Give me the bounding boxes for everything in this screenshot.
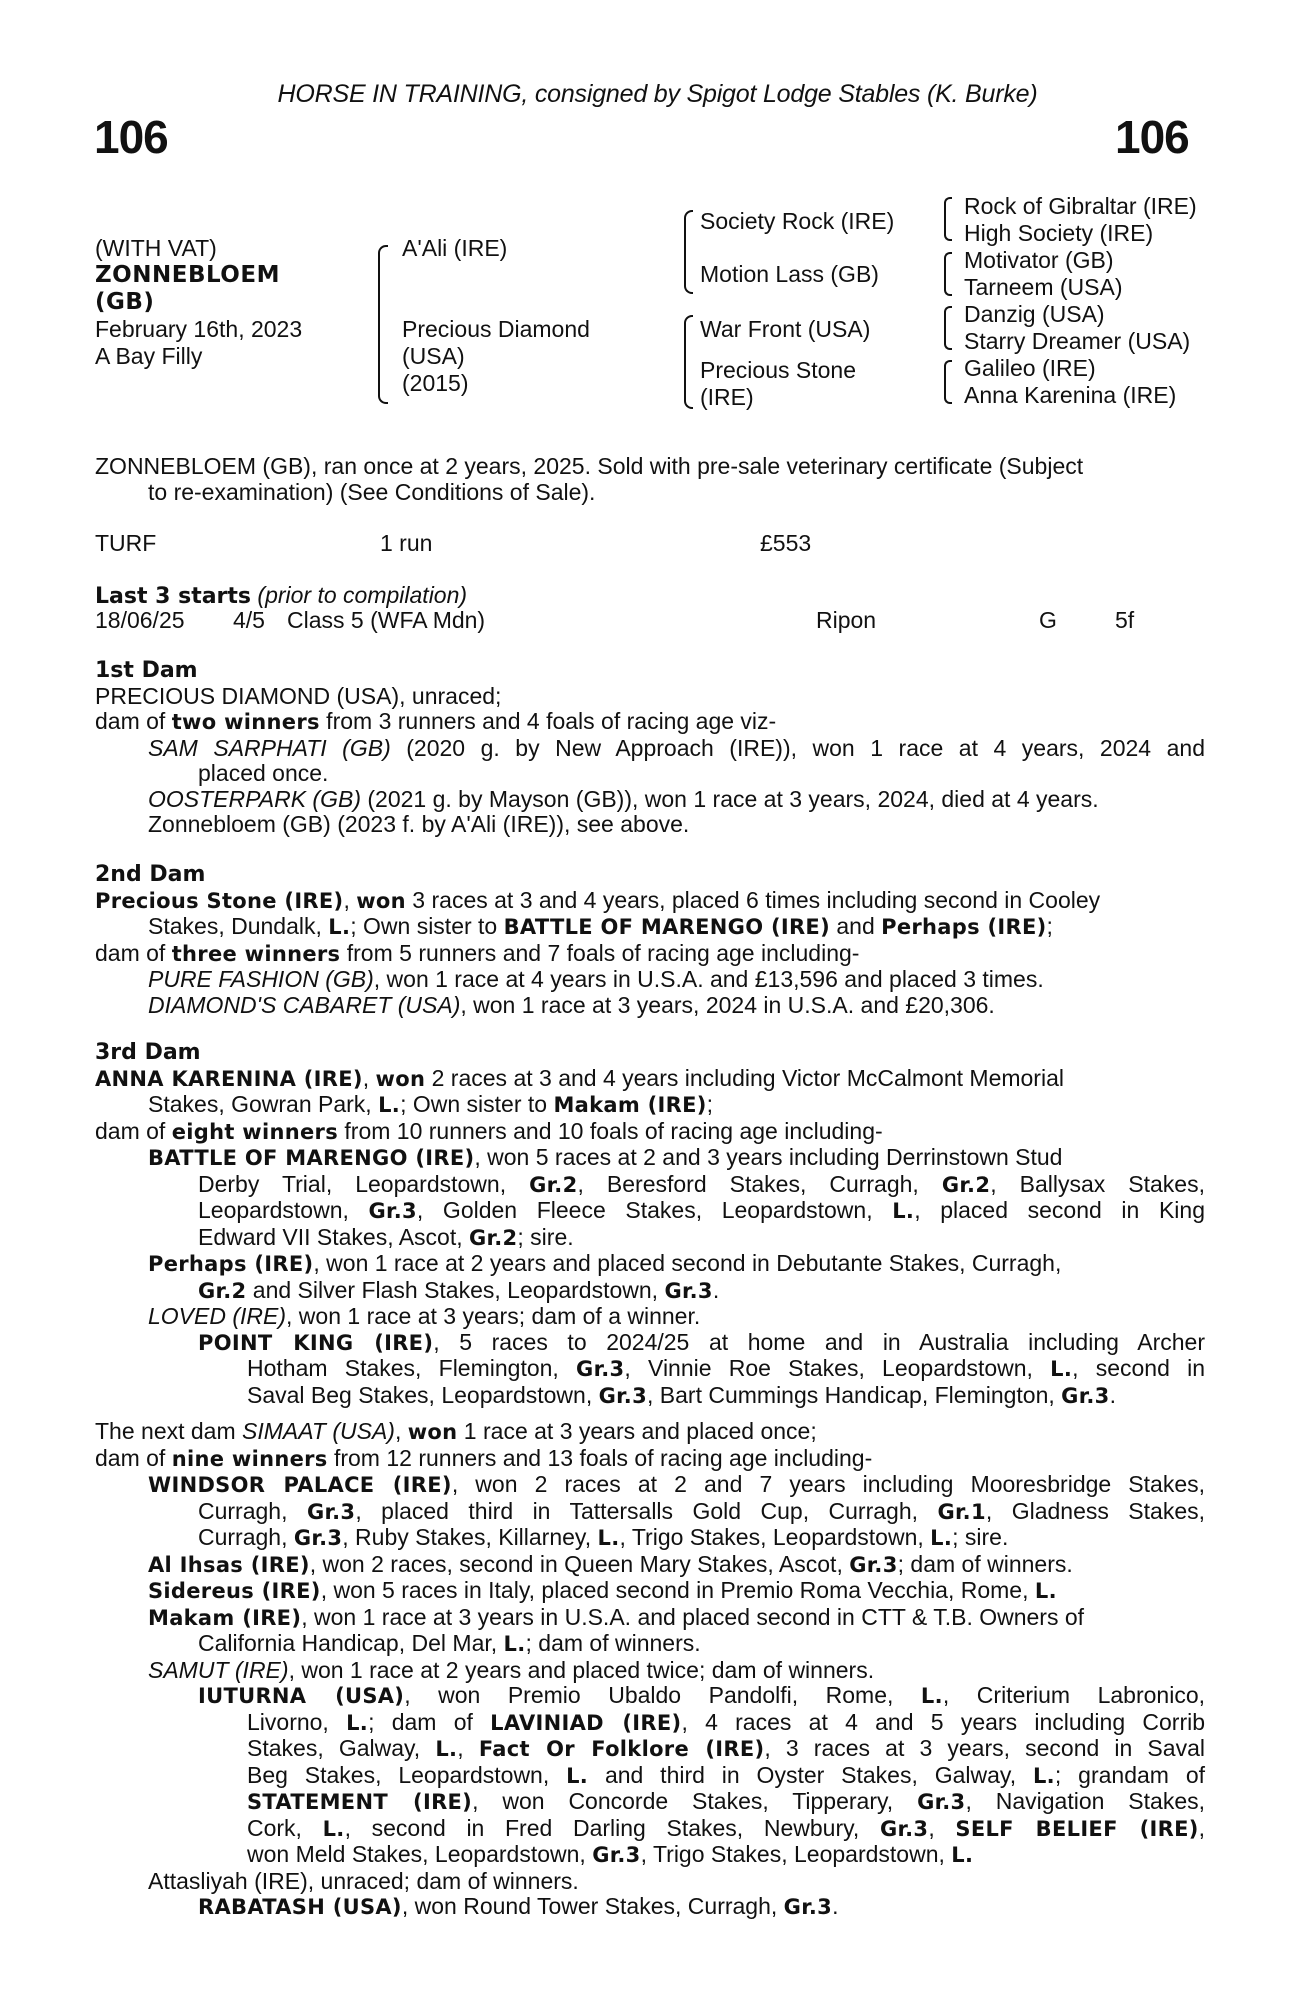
next-dam-produce-cont	[95, 1631, 1205, 1658]
text-run: , Trigo Stakes, Leopardstown,	[640, 1841, 952, 1867]
start-date: 18/06/25	[95, 607, 185, 633]
start-course: Ripon	[816, 607, 877, 633]
horse-name: ZONNEBLOEM	[95, 262, 280, 288]
text-run: , second in Fred Darling Stakes, Newbury,	[344, 1814, 880, 1841]
text-run: L.	[378, 1093, 401, 1117]
text-run: Makam (IRE)	[148, 1605, 302, 1630]
text-run: Gr.2	[198, 1278, 247, 1303]
text-run: , Navigation Stakes,	[965, 1788, 1206, 1814]
pedigree-brace-3c	[944, 306, 952, 350]
dam-dam-country: (IRE)	[700, 384, 754, 410]
next-dam-produce-cont	[95, 1499, 1205, 1526]
text-run: , Ballysax Stakes,	[990, 1170, 1205, 1197]
third-dam-line	[95, 1066, 1205, 1093]
next-dam-produce	[95, 1578, 1205, 1605]
text-run: L.	[1034, 1579, 1057, 1603]
text-run: , Criterium Labronico,	[942, 1682, 1206, 1708]
text-run: two winners	[171, 710, 320, 734]
text-run: ,	[362, 1064, 376, 1091]
second-dam-line	[95, 914, 1205, 941]
text-run: Stakes, Dundalk,	[148, 913, 329, 939]
text-run: The next dam	[95, 1418, 243, 1444]
next-dam-section	[95, 1419, 1205, 1921]
text-run: ;	[706, 1091, 714, 1117]
text-run: Gr.3	[849, 1552, 898, 1577]
text-run: Al Ihsas (IRE)	[148, 1552, 310, 1577]
first-dam-line	[95, 709, 1205, 736]
first-dam-produce-cont: placed once.	[198, 760, 329, 786]
text-run: ,	[343, 886, 357, 913]
text-run: , won 1 race at 2 years and placed twice; dam of winners.	[288, 1656, 875, 1683]
second-dam-heading: 2nd Dam	[95, 862, 206, 887]
second-dam-produce	[95, 993, 1205, 1019]
text-run: L.	[503, 1632, 526, 1656]
text-run: , won Premio Ubaldo Pandolfi, Rome,	[404, 1682, 921, 1708]
text-run: , won 1 race at 2 years and placed second in Debutante Stakes, Curragh,	[313, 1250, 1062, 1276]
dam-dam-name: Precious Stone	[700, 357, 856, 383]
text-run: Gr.3	[306, 1499, 356, 1524]
third-dam-grandproduce-cont	[95, 1383, 1205, 1410]
text-run: DIAMOND'S CABARET (USA)	[148, 991, 461, 1018]
last-starts-heading	[95, 582, 467, 610]
third-dam-produce	[95, 1251, 1205, 1278]
start-going: G	[1039, 607, 1057, 633]
pedigree-brace-2a	[684, 210, 693, 294]
text-run: ; Own sister to	[400, 1091, 554, 1117]
next-dam-grandproduce	[95, 1894, 1205, 1921]
text-run: SELF BELIEF (IRE)	[955, 1816, 1199, 1841]
text-run: won Meld Stakes, Leopardstown,	[247, 1841, 593, 1867]
text-run: ; dam of winners.	[525, 1630, 701, 1656]
text-run: Sidereus (IRE)	[148, 1579, 321, 1603]
text-run: , 3 races at 3 years, second in Saval	[764, 1735, 1205, 1761]
sire: A'Ali (IRE)	[402, 235, 508, 261]
gen3-sdd: Tarneem (USA)	[964, 274, 1123, 300]
start-distance: 5f	[1115, 607, 1135, 633]
text-run: three winners	[171, 941, 341, 966]
text-run: dam of	[95, 939, 172, 966]
text-run: LAVINIAD (IRE)	[490, 1710, 682, 1735]
text-run: , Beresford Stakes, Curragh,	[577, 1170, 942, 1197]
text-run: Gr.3	[783, 1895, 833, 1919]
text-run: from 3 runners and 4 foals of racing age viz-	[319, 708, 777, 734]
summary-line-1: ZONNEBLOEM (GB), ran once at 2 years, 2025. Sold with pre-sale veterinary certificate (Subject	[95, 453, 1084, 479]
text-run: Cork,	[247, 1814, 323, 1841]
text-run: , placed third in Tattersalls Gold Cup, Curragh,	[355, 1497, 938, 1524]
text-run: L.	[328, 915, 351, 939]
text-run: Gr.2	[529, 1172, 578, 1197]
record-earnings: £553	[760, 530, 812, 556]
text-run: ,	[457, 1735, 479, 1761]
text-run: L.	[1032, 1763, 1055, 1788]
text-run: L.	[920, 1684, 943, 1708]
text-run: L.	[1050, 1357, 1073, 1381]
gen3-sds: Motivator (GB)	[964, 247, 1114, 273]
text-run: Stakes, Gowran Park,	[148, 1091, 379, 1117]
page-header-title: HORSE IN TRAINING, consigned by Spigot Lodge Stables (K. Burke)	[277, 80, 1038, 108]
first-dam-produce	[95, 787, 1205, 813]
gen3-ddd: Anna Karenina (IRE)	[964, 382, 1177, 408]
second-dam-line	[95, 888, 1205, 915]
text-run: Saval Beg Stakes, Leopardstown,	[247, 1381, 599, 1408]
gen3-ssd: High Society (IRE)	[964, 220, 1154, 246]
text-run: (2021 g. by Mayson (GB)), won 1 race at 3 years, 2024, died at 4 years.	[361, 785, 1099, 812]
gen3-dsd: Starry Dreamer (USA)	[964, 328, 1191, 354]
next-dam-grandproduce-cont	[95, 1763, 1205, 1790]
text-run: Hotham Stakes, Flemington,	[247, 1355, 577, 1381]
text-run: Stakes, Galway,	[247, 1735, 436, 1761]
text-run: POINT KING (IRE)	[198, 1330, 434, 1355]
text-run: , won 1 race at 3 years; dam of a winner.	[286, 1303, 701, 1329]
text-run: PURE FASHION (GB)	[148, 966, 374, 992]
text-run: from 10 runners and 10 foals of racing age including-	[338, 1117, 883, 1144]
text-run: eight winners	[171, 1119, 338, 1144]
third-dam-produce-cont	[95, 1198, 1205, 1225]
dam-year: (2015)	[402, 370, 469, 396]
pedigree-brace-2b	[684, 315, 693, 409]
text-run: ,	[394, 1418, 408, 1444]
text-run: ; dam of winners.	[897, 1550, 1073, 1577]
text-run: Gr.2	[469, 1225, 518, 1250]
text-run: Perhaps (IRE)	[881, 915, 1047, 939]
foaled-date: February 16th, 2023	[95, 316, 303, 342]
text-run: Gr.3	[598, 1383, 647, 1408]
third-dam-produce-cont	[95, 1278, 1205, 1305]
text-run: Makam (IRE)	[553, 1093, 707, 1117]
record-surface: TURF	[95, 530, 157, 556]
third-dam-grandproduce	[95, 1330, 1205, 1357]
second-dam-produce	[95, 967, 1205, 993]
text-run: and third in Oyster Stakes, Galway,	[588, 1761, 1033, 1788]
text-run: ; grandam of	[1054, 1761, 1205, 1788]
third-dam-produce-cont	[95, 1172, 1205, 1199]
next-dam-grandproduce-cont	[95, 1816, 1205, 1843]
text-run: from 5 runners and 7 foals of racing age including-	[340, 939, 860, 966]
text-run: , placed second in King	[914, 1197, 1205, 1223]
third-dam-line	[95, 1119, 1205, 1146]
text-run: Leopardstown,	[198, 1197, 369, 1223]
text-run: RABATASH (USA)	[198, 1895, 402, 1919]
dam-sire: War Front (USA)	[700, 316, 871, 342]
text-run: SIMAAT (USA)	[242, 1418, 395, 1444]
text-run: ; sire.	[517, 1223, 574, 1250]
text-run: SAMUT (IRE)	[148, 1656, 289, 1683]
text-run: .	[712, 1276, 720, 1303]
next-dam-produce	[95, 1472, 1205, 1499]
third-dam-produce	[95, 1145, 1205, 1172]
text-run: L.	[346, 1710, 369, 1735]
first-dam-produce: Zonnebloem (GB) (2023 f. by A'Ali (IRE)), see above.	[148, 811, 690, 837]
text-run: California Handicap, Del Mar,	[198, 1630, 504, 1656]
text-run: L.	[892, 1199, 915, 1223]
start-race: Class 5 (WFA Mdn)	[287, 607, 486, 633]
text-run: and Silver Flash Stakes, Leopardstown,	[246, 1276, 665, 1303]
text-run: , Ruby Stakes, Killarney,	[342, 1524, 598, 1550]
text-run: Precious Stone (IRE)	[95, 888, 344, 913]
third-dam-section	[95, 1040, 1205, 1409]
summary-line-2: to re-examination) (See Conditions of Sale).	[148, 478, 596, 505]
pedigree-brace-3b	[944, 252, 952, 296]
next-dam-line	[95, 1419, 1205, 1446]
text-run: SAM SARPHATI (GB)	[148, 734, 391, 761]
last-starts-subtitle: (prior to compilation)	[257, 582, 468, 608]
text-run: , won 1 race at 3 years in U.S.A. and placed second in CTT & T.B. Owners of	[301, 1603, 1085, 1630]
text-run: , 4 races at 4 and 5 years including Corrib	[681, 1708, 1206, 1735]
race-summary	[95, 454, 1205, 505]
dam-dam	[700, 357, 856, 411]
third-dam-heading: 3rd Dam	[95, 1040, 201, 1065]
text-run: Gr.3	[917, 1790, 966, 1814]
next-dam-produce	[95, 1605, 1205, 1632]
text-run: from 12 runners and 13 foals of racing age including-	[327, 1444, 873, 1471]
text-run: Curragh,	[198, 1524, 294, 1550]
start-row	[95, 607, 1195, 634]
text-run: Beg Stakes, Leopardstown,	[247, 1761, 567, 1788]
text-run: Curragh,	[198, 1497, 307, 1524]
dam-country: (USA)	[402, 343, 465, 369]
horse-country: (GB)	[95, 289, 155, 315]
third-dam-produce-cont	[95, 1225, 1205, 1252]
text-run: Gr.3	[576, 1357, 625, 1381]
text-run: , won Concorde Stakes, Tipperary,	[472, 1788, 918, 1814]
text-run: Gr.3	[1061, 1383, 1110, 1408]
second-dam-section	[95, 862, 1205, 1018]
text-run: BATTLE OF MARENGO (IRE)	[503, 915, 830, 939]
text-run: L.	[322, 1816, 345, 1841]
dam-name: Precious Diamond	[402, 316, 590, 342]
text-run: WINDSOR PALACE (IRE)	[148, 1473, 452, 1497]
first-dam-section	[95, 658, 1205, 838]
start-position: 4/5	[233, 607, 265, 633]
next-dam-produce	[95, 1658, 1205, 1684]
first-dam-heading: 1st Dam	[95, 658, 198, 683]
text-run: won	[356, 888, 406, 913]
text-run: ;	[1046, 913, 1053, 939]
third-dam-line	[95, 1092, 1205, 1119]
text-run: ; sire.	[952, 1524, 1009, 1550]
next-dam-grandproduce	[95, 1683, 1205, 1710]
text-run: , won 5 races at 2 and 3 years including Derrinstown Stud	[474, 1144, 1063, 1170]
text-run: (2020 g. by New Approach (IRE)), won 1 race at 4 years, 2024 and	[390, 734, 1205, 761]
next-dam-line	[95, 1446, 1205, 1473]
next-dam-grandproduce-cont	[95, 1710, 1205, 1737]
first-dam-line: PRECIOUS DIAMOND (USA), unraced;	[95, 682, 502, 709]
text-run: , Vinnie Roe Stakes, Leopardstown,	[624, 1355, 1051, 1381]
text-run: L.	[435, 1737, 458, 1761]
text-run: LOVED (IRE)	[148, 1303, 287, 1329]
text-run: , 5 races to 2024/25 at home and in Australia including Archer	[433, 1328, 1205, 1355]
text-run: , Golden Fleece Stakes, Leopardstown,	[416, 1197, 893, 1223]
text-run: L.	[566, 1763, 589, 1788]
text-run: Gr.3	[368, 1199, 417, 1223]
text-run: 1 race at 3 years and placed once;	[457, 1418, 817, 1444]
third-dam-produce	[95, 1304, 1205, 1330]
text-run: ,	[1198, 1814, 1206, 1841]
vat-label: (WITH VAT)	[95, 235, 217, 261]
text-run: BATTLE OF MARENGO (IRE)	[148, 1146, 475, 1170]
dam	[402, 316, 590, 397]
text-run: Edward VII Stakes, Ascot,	[198, 1223, 470, 1250]
text-run: Livorno,	[247, 1708, 347, 1735]
text-run: Derby Trial, Leopardstown,	[198, 1170, 530, 1197]
text-run: won	[407, 1420, 458, 1444]
next-dam-grandproduce-cont	[95, 1736, 1205, 1763]
text-run: Gr.3	[664, 1278, 713, 1303]
gen3-sss: Rock of Gibraltar (IRE)	[964, 193, 1197, 219]
lot-number-right: 106	[1115, 111, 1189, 163]
record-runs: 1 run	[380, 530, 433, 556]
text-run: , Bart Cummings Handicap, Flemington,	[647, 1381, 1062, 1408]
text-run: .	[832, 1893, 839, 1919]
text-run: nine winners	[171, 1446, 328, 1471]
text-run: Gr.3	[293, 1526, 343, 1550]
text-run: , won Round Tower Stakes, Curragh,	[401, 1893, 784, 1919]
pedigree-brace-1	[378, 245, 388, 404]
gen3-dds: Galileo (IRE)	[964, 355, 1096, 381]
lot-number-left: 106	[94, 111, 168, 163]
text-run: , second in	[1072, 1355, 1205, 1381]
text-run: dam of	[95, 708, 172, 734]
text-run: Gr.3	[592, 1843, 641, 1867]
text-run: and	[829, 913, 882, 939]
first-dam-produce	[95, 736, 1205, 762]
gen3-dss: Danzig (USA)	[964, 301, 1105, 327]
text-run: won	[375, 1066, 426, 1091]
text-run: Perhaps (IRE)	[148, 1252, 314, 1276]
next-dam-produce-cont	[95, 1525, 1205, 1552]
second-dam-line	[95, 941, 1205, 968]
pedigree-brace-3d	[944, 360, 952, 404]
text-run: OOSTERPARK (GB)	[148, 785, 361, 812]
text-run: Gr.3	[879, 1816, 929, 1841]
last-starts-title: Last 3 starts	[95, 584, 252, 609]
sire-sire: Society Rock (IRE)	[700, 208, 895, 234]
text-run: , Trigo Stakes, Leopardstown,	[619, 1524, 931, 1550]
horse-description: A Bay Filly	[95, 343, 203, 369]
next-dam-grandproduce-cont	[95, 1842, 1205, 1869]
text-run: .	[1109, 1381, 1116, 1408]
text-run: dam of	[95, 1444, 172, 1471]
text-run: ,	[928, 1814, 956, 1841]
text-run: L.	[951, 1843, 974, 1867]
horse-identity	[95, 235, 302, 370]
text-run: 2 races at 3 and 4 years including Victor McCalmont Memorial	[425, 1064, 1064, 1091]
pedigree-generation-3	[964, 193, 1197, 409]
text-run: ; Own sister to	[350, 913, 504, 939]
third-dam-grandproduce-cont	[95, 1356, 1205, 1383]
text-run: IUTURNA (USA)	[198, 1684, 405, 1708]
text-run: , won 1 race at 3 years, 2024 in U.S.A. and £20,306.	[460, 991, 995, 1018]
text-run: Gr.2	[941, 1172, 991, 1197]
text-run: STATEMENT (IRE)	[247, 1790, 473, 1814]
pedigree-brace-3a	[944, 197, 952, 241]
text-run: Fact Or Folklore (IRE)	[478, 1737, 765, 1761]
text-run: L.	[930, 1526, 953, 1550]
text-run: , won 2 races at 2 and 7 years including Mooresbridge Stakes,	[451, 1471, 1205, 1497]
text-run: 3 races at 3 and 4 years, placed 6 times including second in Cooley	[405, 886, 1101, 913]
text-run: , won 1 race at 4 years in U.S.A. and £13,596 and placed 3 times.	[373, 966, 1044, 992]
text-run: , won 2 races, second in Queen Mary Stakes, Ascot,	[309, 1550, 850, 1577]
next-dam-produce: Attasliyah (IRE), unraced; dam of winners.	[148, 1867, 579, 1894]
text-run: dam of	[95, 1117, 172, 1144]
text-run: , won 5 races in Italy, placed second in Premio Roma Vecchia, Rome,	[320, 1577, 1035, 1603]
text-run: , Gladness Stakes,	[985, 1497, 1206, 1524]
text-run: L.	[597, 1526, 620, 1550]
text-run: Gr.1	[937, 1499, 986, 1524]
text-run: ; dam of	[368, 1708, 491, 1735]
next-dam-grandproduce-cont	[95, 1789, 1205, 1816]
sire-dam: Motion Lass (GB)	[700, 261, 879, 287]
text-run: ANNA KARENINA (IRE)	[95, 1066, 363, 1091]
next-dam-produce	[95, 1552, 1205, 1579]
